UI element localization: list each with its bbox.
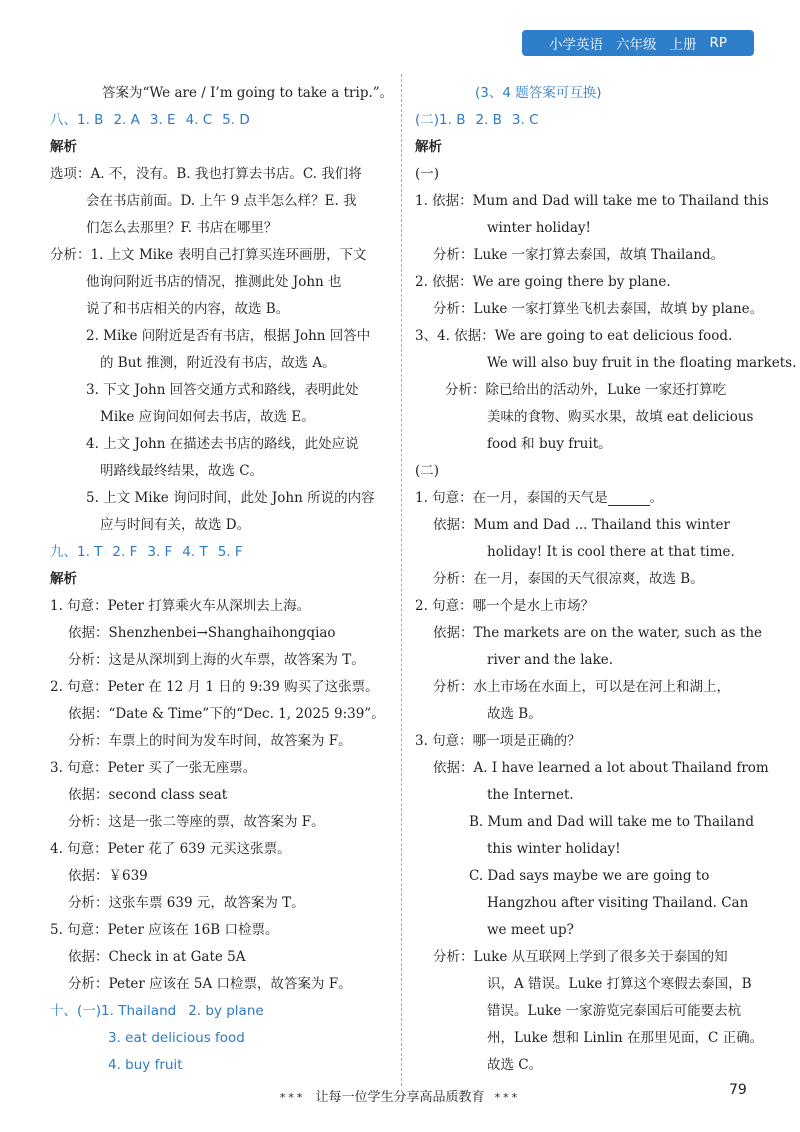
text-line: river and the lake.	[487, 652, 614, 668]
question-line	[415, 485, 755, 512]
subject-label: 小学英语	[548, 37, 603, 53]
text-line: 1. 依据：Mum and Dad will take me to Thailand this	[415, 193, 769, 209]
section8-answers	[50, 107, 390, 134]
section9-label: 九、	[50, 544, 77, 560]
text-line: 分析：Peter 应该在 5A 口检票，故答案为 F。	[68, 976, 352, 992]
text-line: 选项：A. 不，没有。B. 我也打算去书店。C. 我们将	[50, 166, 362, 182]
text-line: 会在书店前面。D. 上午 9 点半怎么样？E. 我	[86, 193, 357, 209]
text-line: 美味的食物、购买水果，故填 eat delicious	[487, 409, 754, 425]
analysis-heading: 解析	[415, 134, 442, 161]
section8-label: 八、	[50, 112, 77, 128]
answer-item: 5. D	[222, 112, 250, 128]
answer-continuation: 答案为“We are / I’m going to take a trip.”。	[102, 85, 394, 101]
left-column	[50, 80, 394, 1079]
text-line: 依据：Check in at Gate 5A	[68, 949, 246, 965]
text-line: 错误。Luke 一家游览完泰国后可能要去杭	[487, 1003, 742, 1019]
answer-item: 4. buy fruit	[108, 1057, 183, 1073]
text-line: 5. 上文 Mike 询问时间，此处 John 所说的内容	[86, 490, 375, 506]
answer-item: 3. eat delicious food	[108, 1030, 245, 1046]
text-line: 依据：A. I have learned a lot about Thailand from	[433, 760, 769, 776]
interchange-note: (3、4 题答案可互换)	[475, 85, 602, 101]
text-line: 4. 上文 John 在描述去书店的路线，此处应说	[86, 436, 359, 452]
answer-item: 1. T	[77, 544, 103, 560]
text-line: we meet up?	[487, 922, 574, 938]
text-line: 2. 依据：We are going there by plane.	[415, 274, 671, 290]
header-badge	[522, 30, 754, 56]
text-line: 他询问附近书店的情况，推测此处 John 也	[86, 274, 342, 290]
text-line: winter holiday!	[487, 220, 591, 236]
part1-label: (一)	[77, 1003, 102, 1019]
text-line: 故选 B。	[487, 706, 542, 722]
text-line: 分析：Luke 从互联网上学到了很多关于泰国的知	[433, 949, 728, 965]
text-line: 说了和书店相关的内容，故选 B。	[86, 301, 290, 317]
text-line: 分析：1. 上文 Mike 表明自己打算买连环画册，下文	[50, 247, 367, 263]
text-line: 2. Mike 问附近是否有书店，根据 John 回答中	[86, 328, 371, 344]
text-line: food 和 buy fruit。	[487, 436, 612, 452]
q1-suffix: 。	[649, 490, 664, 506]
text-line: B. Mum and Dad will take me to Thailand	[469, 814, 755, 830]
subsection-label: (一)	[415, 166, 440, 182]
answer-item: 2. B	[475, 112, 502, 128]
text-line: 分析：Luke 一家打算去泰国，故填 Thailand。	[433, 247, 725, 263]
text-line: 分析：在一月，泰国的天气很凉爽，故选 B。	[433, 571, 704, 587]
answer-item: 5. F	[217, 544, 243, 560]
text-line: 们怎么去那里？F. 书店在哪里？	[86, 220, 278, 236]
text-line: 依据：￥639	[68, 868, 148, 884]
text-line: 2. 句意：哪一个是水上市场？	[415, 598, 595, 614]
answer-item: 3. F	[147, 544, 173, 560]
text-line: 分析：水上市场在水面上，可以是在河上和湖上，	[433, 679, 730, 695]
text-line: 分析：车票上的时间为发车时间，故答案为 F。	[68, 733, 352, 749]
subsection-label: (二)	[415, 463, 440, 479]
answer-item: 4. C	[185, 112, 213, 128]
answer-item: 3. C	[511, 112, 539, 128]
answer-item: 1. B	[439, 112, 466, 128]
text-line: 4. 句意：Peter 花了 639 元买这张票。	[50, 841, 291, 857]
answer-item: 2. F	[112, 544, 138, 560]
answer-item: 4. T	[182, 544, 208, 560]
column-divider	[401, 74, 402, 1086]
text-line: 分析：除已给出的活动外，Luke 一家还打算吃	[445, 382, 727, 398]
text-line: 的 But 推测，附近没有书店，故选 A。	[100, 355, 336, 371]
answer-item: 2. by plane	[188, 1003, 264, 1019]
text-line: 分析：Luke 一家打算坐飞机去泰国，故填 by plane。	[433, 301, 764, 317]
q1-prefix: 1. 句意：在一月，泰国的天气是	[415, 490, 608, 506]
text-line: Mike 应询问如何去书店，故选 E。	[100, 409, 315, 425]
text-line: C. Dad says maybe we are going to	[469, 868, 710, 884]
text-line: 3. 句意：哪一项是正确的？	[415, 733, 581, 749]
answer-item: 1. Thailand	[101, 1003, 177, 1019]
text-line: holiday! It is cool there at that time.	[487, 544, 735, 560]
text-line: 故选 C。	[487, 1057, 543, 1073]
footer	[0, 1086, 800, 1105]
volume-label: 上册	[669, 37, 697, 53]
text-line: 依据：Shenzhenbei→Shanghaihongqiao	[68, 625, 336, 641]
text-line: 依据：Mum and Dad ... Thailand this winter	[433, 517, 730, 533]
text-line: 明路线最终结果，故选 C。	[100, 463, 264, 479]
text-line: We will also buy fruit in the floating markets.	[487, 355, 797, 371]
text-line: 2. 句意：Peter 在 12 月 1 日的 9:39 购买了这张票。	[50, 679, 379, 695]
answer-item: 2. A	[113, 112, 140, 128]
text-line: 1. 句意：Peter 打算乘火车从深圳去上海。	[50, 598, 311, 614]
footer-stars-right: ***	[494, 1091, 521, 1104]
text-line: 依据：“Date & Time”下的“Dec. 1, 2025 9:39”。	[68, 706, 385, 722]
analysis-heading: 解析	[50, 566, 77, 593]
analysis-heading: 解析	[50, 134, 77, 161]
text-line: this winter holiday!	[487, 841, 621, 857]
text-line: 5. 句意：Peter 应该在 16B 口检票。	[50, 922, 279, 938]
answer-blank	[608, 492, 650, 506]
text-line: 应与时间有关，故选 D。	[100, 517, 251, 533]
footer-slogan: 让每一位学生分享高品质教育	[315, 1090, 485, 1105]
edition-label: RP	[709, 35, 728, 51]
grade-label: 六年级	[615, 37, 657, 53]
text-line: 识，A 错误。Luke 打算这个寒假去泰国，B	[487, 976, 752, 992]
text-line: 3、4. 依据：We are going to eat delicious food.	[415, 328, 733, 344]
page-number: 79	[729, 1082, 747, 1098]
section10-label: 十、	[50, 1003, 77, 1019]
part2-answers	[415, 107, 755, 134]
text-line: 依据：The markets are on the water, such as the	[433, 625, 763, 641]
answer-item: 1. B	[77, 112, 104, 128]
text-line: 3. 句意：Peter 买了一张无座票。	[50, 760, 257, 776]
text-line: 3. 下文 John 回答交通方式和路线，表明此处	[86, 382, 359, 398]
text-line: 分析：这是从深圳到上海的火车票，故答案为 T。	[68, 652, 365, 668]
text-line: 依据：second class seat	[68, 787, 228, 803]
section10-answers	[50, 998, 390, 1025]
text-line: 分析：这张车票 639 元，故答案为 T。	[68, 895, 305, 911]
footer-stars-left: ***	[279, 1091, 306, 1104]
text-line: Hangzhou after visiting Thailand. Can	[487, 895, 749, 911]
text-line: the Internet.	[487, 787, 574, 803]
part2-label: (二)	[415, 112, 440, 128]
answer-item: 3. E	[149, 112, 176, 128]
section9-answers	[50, 539, 390, 566]
text-line: 分析：这是一张二等座的票，故答案为 F。	[68, 814, 325, 830]
right-column	[415, 80, 797, 1079]
text-line: 州，Luke 想和 Linlin 在那里见面，C 正确。	[487, 1030, 764, 1046]
